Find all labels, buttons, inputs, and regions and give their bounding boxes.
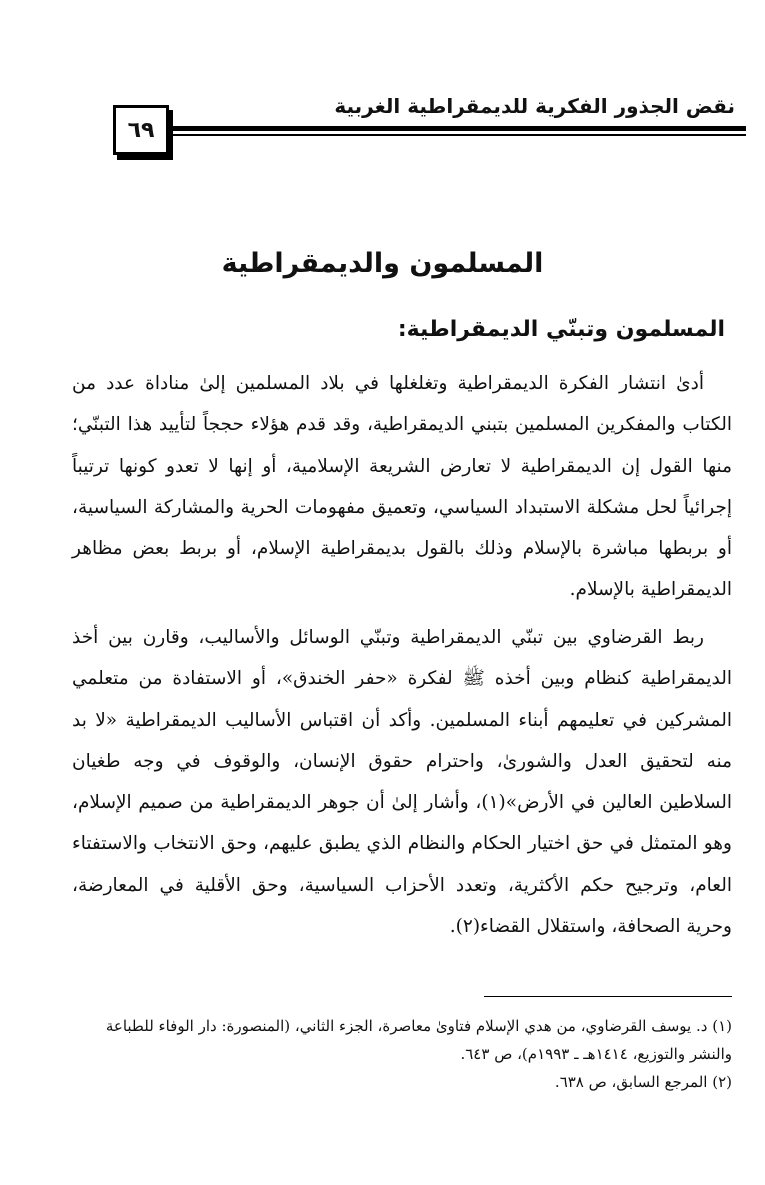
- footnotes: [60, 1012, 732, 1096]
- header-rule-thin: [172, 134, 746, 136]
- footnote: (١) د. يوسف القرضاوي، من هدي الإسلام فتاوىٰ معاصرة، الجزء الثاني، (المنصورة: دار الوفاء للطباعة والنشر والتوزيع، ١٤١٤هـ ـ ١٩٩٣م)، ص ٦٤٣.: [105, 1017, 732, 1063]
- footnote: (٢) المرجع السابق، ص ٦٣٨.: [554, 1073, 732, 1091]
- header-rule-thick: [172, 126, 746, 131]
- chapter-title: المسلمون والديمقراطية: [221, 248, 544, 279]
- body-paragraph: أدىٰ انتشار الفكرة الديمقراطية وتغلغلها في بلاد المسلمين إلىٰ مناداة عدد من الكتاب والمفكرين المسلمين بتبني الديمقراطية، وقد قدم هؤلاء حججاً لتأييد هذا التبنّي؛ منها القول إن الديمقراطية لا تعارض الشريعة الإسلامية، أو إنها لا تعدو كونها ترتيباً إجرائياً لحل مشكلة الاستبداد السياسي، وتعميق مفهومات الحرية والمشاركة السياسية، أو بربطها مباشرة بالإسلام وذلك بالقول بديمقراطية الإسلام، أو بربط بعض مظاهر الديمقراطية بالإسلام.: [72, 373, 733, 601]
- page-number-box: [113, 105, 169, 155]
- running-header-title: نقض الجذور الفكرية للديمقراطية الغربية: [334, 94, 735, 118]
- section-heading: المسلمون وتبنّي الديمقراطية:: [397, 317, 725, 342]
- page-number: ٦٩: [127, 117, 155, 143]
- body-paragraph: ربط القرضاوي بين تبنّي الديمقراطية وتبنّي الوسائل والأساليب، وقارن بين أخذ الديمقراطية كنظام وبين أخذه ﷺ لفكرة «حفر الخندق»، أو الاستفادة من متعلمي المشركين في تعليمهم أبناء المسلمين. وأكد أن اقتباس الأساليب الديمقراطية «لا بد منه لتحقيق العدل والشورىٰ، واحترام حقوق الإنسان، والوقوف في وجه طغيان السلاطين العالين في الأرض»(١)، وأشار إلىٰ أن جوهر الديمقراطية من صميم الإسلام، وهو المتمثل في حق اختيار الحكام والنظام الذي يطبق عليهم، وحق الانتخاب والاستفتاء العام، وترجيح حكم الأكثرية، وتعدد الأحزاب السياسية، وحق الأقلية في المعارضة، وحرية الصحافة، واستقلال القضاء(٢).: [72, 627, 733, 938]
- footnote-separator: [484, 996, 732, 997]
